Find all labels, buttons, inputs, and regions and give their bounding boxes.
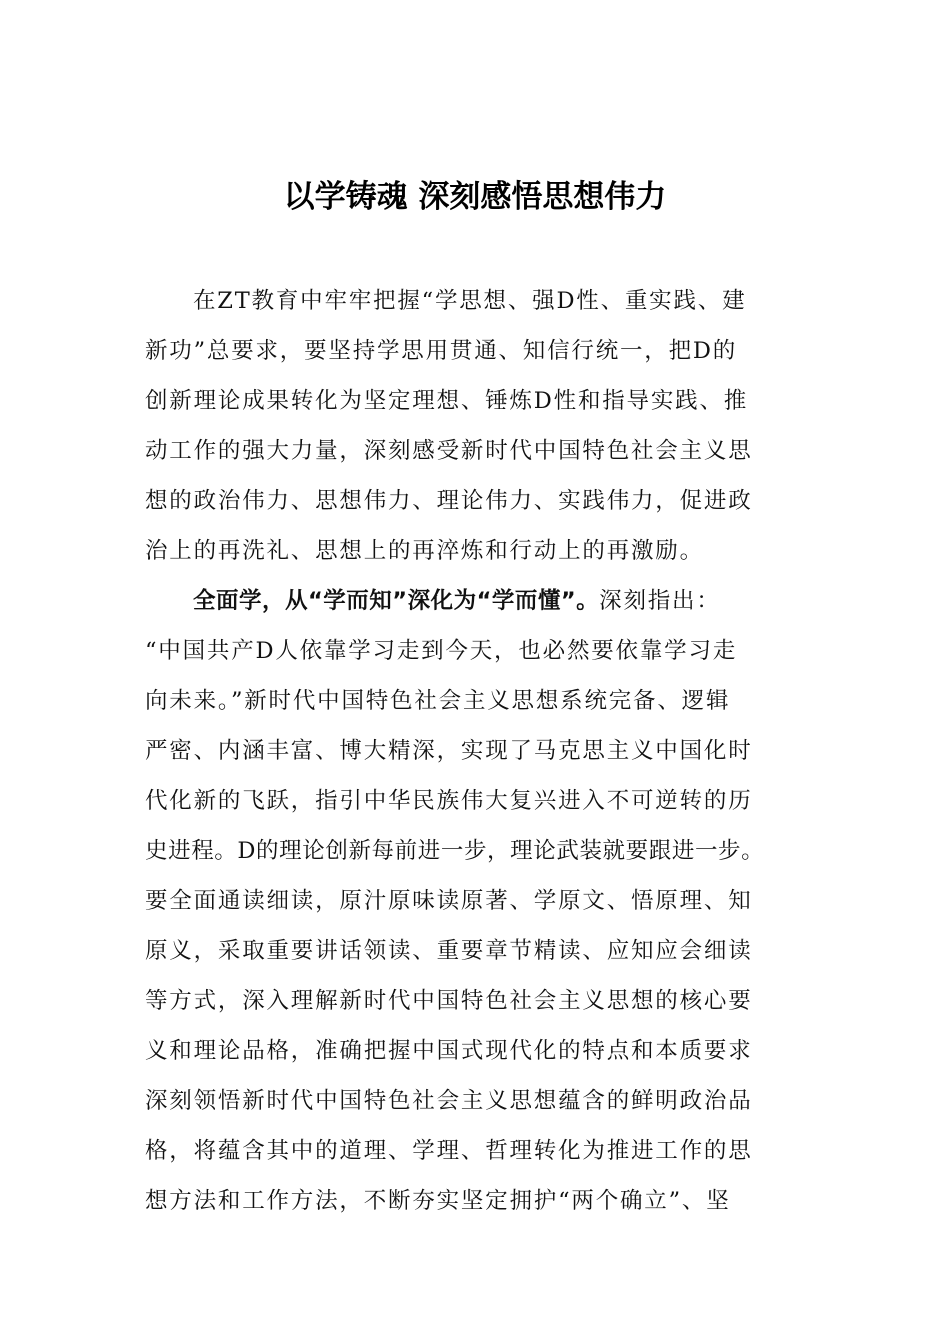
paragraph-line: 在ZT教育中牢牢把握“学思想、强D性、重实践、建 [193,288,747,314]
paragraph-line: 治上的再洗礼、思想上的再淬炼和行动上的再激励。 [145,538,704,564]
paragraph-line: “中国共产D人依靠学习走到今天，也必然要依靠学习走 [145,638,738,664]
paragraph-line: 代化新的飞跃，指引中华民族伟大复兴进入不可逆转的历 [145,788,753,814]
paragraph-line: 向未来。”新时代中国特色社会主义思想系统完备、逻辑 [145,688,731,714]
document-body [145,276,825,1226]
paragraph-line: 想方法和工作方法，不断夯实坚定拥护“两个确立”、坚 [145,1188,731,1214]
document-title: 以学铸魂 深刻感悟思想伟力 [283,179,667,215]
paragraph-line: 等方式，深入理解新时代中国特色社会主义思想的核心要 [145,988,753,1014]
paragraph-line: 史进程。D的理论创新每前进一步，理论武装就要跟进一步。 [145,838,765,864]
section-heading-rest: 深刻指出： [599,588,721,614]
paragraph-line: 新功”总要求，要坚持学思用贯通、知信行统一，把D的 [145,338,738,364]
paragraph-line: 要全面通读细读，原汁原味读原著、学原文、悟原理、知 [145,888,753,914]
paragraph-line: 格，将蕴含其中的道理、学理、哲理转化为推进工作的思 [145,1138,753,1164]
paragraph-line: 严密、内涵丰富、博大精深，实现了马克思主义中国化时 [145,738,753,764]
paragraph-line: 义和理论品格，准确把握中国式现代化的特点和本质要求 [145,1038,753,1064]
paragraph-line: 动工作的强大力量，深刻感受新时代中国特色社会主义思 [145,438,753,464]
paragraph-line: 深刻领悟新时代中国特色社会主义思想蕴含的鲜明政治品 [145,1088,753,1114]
paragraph-line: 想的政治伟力、思想伟力、理论伟力、实践伟力，促进政 [145,488,753,514]
paragraph-line: 创新理论成果转化为坚定理想、锤炼D性和指导实践、推 [145,388,749,414]
paragraph-line: 原义，采取重要讲话领读、重要章节精读、应知应会细读 [145,938,753,964]
section-heading: 全面学，从“学而知”深化为“学而懂”。 [193,588,600,614]
section-heading-line [145,576,825,626]
